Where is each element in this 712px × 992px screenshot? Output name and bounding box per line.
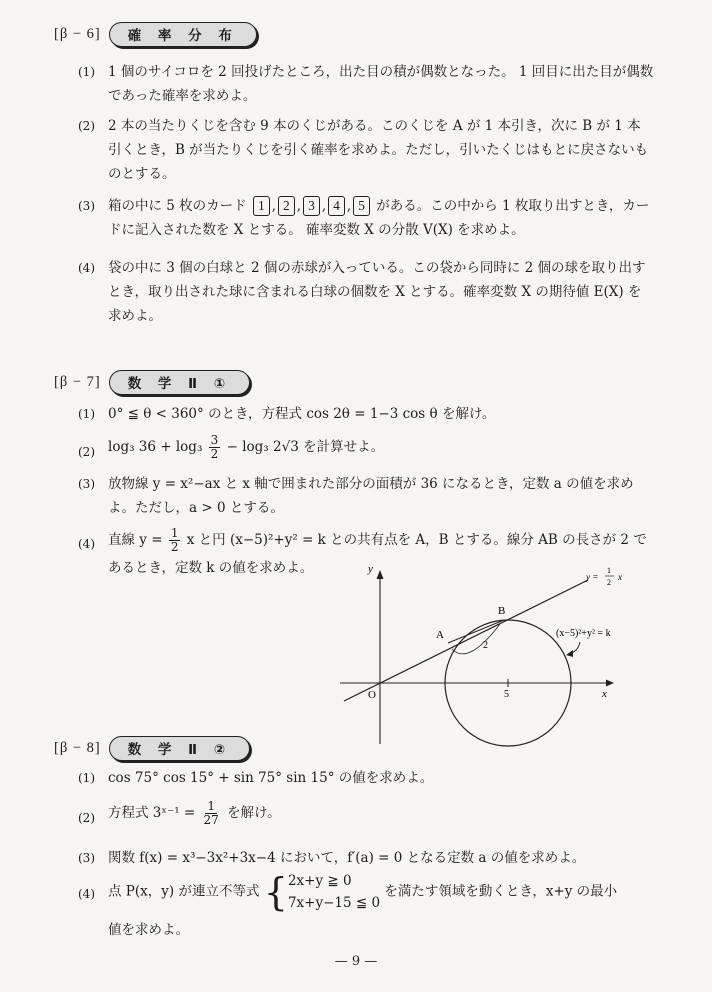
point-a-label: A: [436, 629, 444, 641]
question-text: cos 75° cos 15° + sin 75° sin 15° の値を求めよ。: [108, 770, 434, 786]
card-4: 4: [328, 196, 345, 216]
question-b7-1: (1) 0° ≦ θ < 360° のとき，方程式 cos 2θ = 1−3 cos θ を解け。: [78, 402, 654, 426]
question-text: 2 本の当たりくじを含む 9 本のくじがある。このくじを A が 1 本引き，次に B が 1 本引くとき，B が当たりくじを引く確率を求めよ。ただし，引いたくじはもとに戻さないものとする。: [108, 118, 649, 182]
circle-label-pointer: [568, 642, 580, 654]
line-label-num: 1: [607, 566, 611, 575]
section-tag: [β − 8]: [54, 740, 101, 756]
question-text: 1 個のサイコロを 2 回投げたところ，出た目の積が偶数となった。 1 回目に出た目が偶数であった確率を求めよ。: [108, 64, 654, 104]
question-text: 袋の中に 3 個の白球と 2 個の赤球が入っている。この袋から同時に 2 個の球を取り出すとき，取り出された球に含まれる白球の個数を X とする。確率変数 X の期待値 E(X) を求めよ。: [108, 260, 646, 324]
question-b8-4: (4) 点 P(x，y) が連立不等式 { 2x+y ≧ 0 7x+y−15 ≦ 0 を満たす領域を動くとき，x+y の最小 値を求めよ。: [78, 870, 618, 938]
inequality-system: { 2x+y ≧ 0 7x+y−15 ≦ 0: [263, 870, 381, 914]
question-b6-2: (2) 2 本の当たりくじを含む 9 本のくじがある。このくじを A が 1 本引き，次に B が 1 本引くとき，B が当たりくじを引く確率を求めよ。ただし，引いたくじはもとに戻さないものとする。: [78, 114, 654, 186]
line-label-den: 2: [607, 578, 611, 587]
question-text: 0° ≦ θ < 360° のとき，方程式 cos 2θ = 1−3 cos θ を解け。: [108, 406, 496, 422]
question-b7-4: (4) 直線 y = $\frac{1}{2}$ x と円 (x−5)²+y² = k との共有点を A，B とする。線分 AB の長さが 2 であるとき，定数 k の値を求めよ。: [78, 526, 647, 576]
fraction: $\frac{1}{2}$: [170, 526, 179, 554]
y-axis-arrow-icon: [377, 570, 384, 579]
fraction: $\frac{3}{2}$: [210, 433, 219, 461]
origin-label: O: [368, 689, 376, 701]
x-axis-label: x: [602, 688, 607, 700]
y-axis-label: y: [368, 563, 373, 575]
page-number: — 9 —: [334, 954, 378, 969]
tick-label-5: 5: [504, 689, 509, 700]
question-b7-2: (2) log₃ 36 + log₃ $\frac{3}{2}$ − log₃ 2√3 を計算せよ。: [78, 433, 385, 461]
question-text: 関数 f(x) = x³−3x²+3x−4 において，f′(a) = 0 となる定数 a の値を求めよ。: [108, 850, 586, 866]
chord-ab: [448, 620, 504, 643]
fraction: $\frac{1}{27}$: [203, 799, 219, 827]
section-header-b6: [54, 22, 257, 47]
section-title: 数 学 Ⅱ ①: [109, 370, 250, 395]
question-b8-1: (1) cos 75° cos 15° + sin 75° sin 15° の値を求めよ。: [78, 766, 654, 790]
x-axis-arrow-icon: [606, 680, 614, 687]
question-b6-1: (1) 1 個のサイコロを 2 回投げたところ，出た目の積が偶数となった。 1 回目に出た目が偶数であった確率を求めよ。: [78, 60, 654, 108]
circle-label: (x−5)²+y² = k: [556, 628, 611, 639]
line-label-x: x: [618, 572, 622, 582]
point-b-label: B: [498, 605, 506, 617]
pointer-arrow-icon: [566, 650, 573, 657]
section-title: 確 率 分 布: [109, 22, 257, 47]
question-b6-3: (3) 箱の中に 5 枚のカード 1 , 2 , 3 , 4 , 5 がある。この中から 1 枚取り出すとき，カードに記入された数を X とする。 確率変数 X の分散 V(X) を求めよ。: [78, 198, 650, 238]
question-b8-3: (3) 関数 f(x) = x³−3x²+3x−4 において，f′(a) = 0 となる定数 a の値を求めよ。: [78, 846, 654, 870]
line-label-lhs: y =: [586, 572, 599, 582]
question-text: 放物線 y = x²−ax と x 軸で囲まれた部分の面積が 36 になるとき，定数 a の値を求めよ。ただし，a > 0 とする。: [108, 476, 634, 516]
card-1: 1: [253, 196, 270, 216]
card-5: 5: [353, 196, 370, 216]
question-b8-2: (2) 方程式 3ˣ⁻¹ = $\frac{1}{27}$ を解け。: [78, 799, 281, 827]
question-b7-3: (3) 放物線 y = x²−ax と x 軸で囲まれた部分の面積が 36 になるとき，定数 a の値を求めよ。ただし，a > 0 とする。: [78, 472, 654, 520]
section-header-b8: [54, 736, 250, 761]
card-3: 3: [303, 196, 320, 216]
section-header-b7: [54, 370, 250, 395]
card-2: 2: [278, 196, 295, 216]
section-title: 数 学 Ⅱ ②: [109, 736, 250, 761]
left-brace-icon: {: [263, 870, 288, 914]
circle-line-figure: [330, 558, 630, 748]
section-tag: [β − 6]: [54, 26, 101, 42]
section-tag: [β − 7]: [54, 374, 101, 390]
question-b6-4: (4) 袋の中に 3 個の白球と 2 個の赤球が入っている。この袋から同時に 2 個の球を取り出すとき，取り出された球に含まれる白球の個数を X とする。確率変数 X の期待値 E(X) を求めよ。: [78, 256, 654, 328]
chord-length-label: 2: [483, 640, 488, 651]
